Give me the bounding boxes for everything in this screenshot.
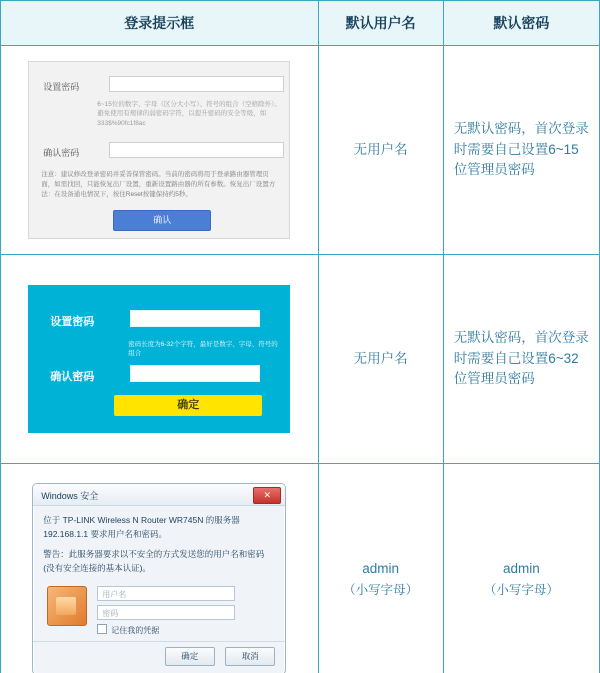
- password-rule-hint: 6~15位的数字、字母（区分大小写）、符号的组合（空格除外）。避免使用有规律的弱密码字符，以提升密码的安全等级，如333$%90fc1f8ac: [97, 101, 281, 127]
- set-password-input[interactable]: [130, 310, 260, 327]
- set-password-input[interactable]: [109, 76, 284, 92]
- set-password-label: 设置密码: [50, 316, 95, 328]
- column-header-default-password: 默认密码: [443, 1, 599, 46]
- screenshot-cell-grey-panel: [1, 46, 319, 255]
- password-input[interactable]: 密码: [97, 605, 235, 620]
- confirm-button[interactable]: 确认: [113, 210, 211, 231]
- table-row: [1, 464, 600, 673]
- table-head: [1, 1, 600, 46]
- default-password-cell: [443, 46, 599, 255]
- screenshot-cell-cyan-panel: [1, 255, 319, 464]
- table-body: [1, 46, 600, 673]
- default-username-value: 无用户名: [353, 350, 408, 366]
- windows-security-dialog: [32, 483, 286, 673]
- divider: [33, 641, 285, 642]
- default-password-value: 无默认密码，首次登录时需要自己设置6~15位管理员密码: [453, 120, 589, 178]
- dialog-title: Windows 安全: [41, 491, 99, 501]
- default-username-note: （小写字母）: [343, 582, 419, 597]
- tplink-set-password-panel: [28, 61, 290, 239]
- cancel-button[interactable]: 取消: [225, 647, 275, 666]
- table-header-row: [1, 1, 600, 46]
- column-header-login-dialog: 登录提示框: [1, 1, 319, 46]
- table-row: [1, 46, 600, 255]
- close-icon[interactable]: ✕: [253, 487, 281, 504]
- default-username-cell: [318, 255, 443, 464]
- confirm-button[interactable]: 确定: [114, 395, 262, 416]
- dialog-body: [33, 506, 285, 646]
- remember-credentials-checkbox[interactable]: [97, 624, 159, 636]
- credentials-area: [43, 582, 275, 646]
- confirm-password-input[interactable]: [109, 142, 284, 158]
- remember-credentials-label: 记住我的凭据: [111, 626, 160, 636]
- default-username-value: 无用户名: [353, 141, 408, 157]
- password-rule-hint: 密码长度为6-32个字符，最好是数字、字母、符号的组合: [128, 341, 278, 358]
- default-password-note: （小写字母）: [483, 582, 559, 597]
- default-password-value: admin: [502, 560, 540, 576]
- default-username-value: admin: [362, 560, 399, 576]
- default-username-cell: [318, 464, 443, 673]
- dialog-titlebar: [33, 484, 285, 506]
- confirm-password-label: 确认密码: [50, 371, 95, 383]
- password-warning-note: 注意：建议修改登录密码并妥善保管密码。当前的密码将用于登录路由器管理页面，如需找回，只能恢复出厂设置，重新设置路由器的所有参数。恢复出厂设置方法：在设备通电情况下，按住Reset按键保持约5秒。: [41, 171, 276, 198]
- user-avatar-icon: [47, 586, 87, 626]
- confirm-password-label: 确认密码: [43, 148, 80, 158]
- username-input[interactable]: 用户名: [97, 586, 235, 601]
- dialog-message-warning: 警告：此服务器要求以不安全的方式发送您的用户名和密码(没有安全连接的基本认证)。: [43, 549, 265, 573]
- ok-button[interactable]: 确定: [165, 647, 215, 666]
- screenshot-cell-windows-dialog: [1, 464, 319, 673]
- default-password-cell: [443, 255, 599, 464]
- default-password-cell: [443, 464, 599, 673]
- default-username-cell: [318, 46, 443, 255]
- set-password-label: 设置密码: [43, 82, 80, 92]
- table-row: [1, 255, 600, 464]
- dialog-message-server: 位于 TP-LINK Wireless N Router WR745N 的服务器 192.168.1.1 要求用户名和密码。: [43, 515, 240, 539]
- dialog-buttons: [159, 646, 275, 666]
- column-header-default-username: 默认用户名: [318, 1, 443, 46]
- default-password-value: 无默认密码，首次登录时需要自己设置6~32位管理员密码: [453, 329, 589, 387]
- cyan-set-password-panel: [28, 285, 290, 433]
- checkbox-box-icon: [97, 624, 107, 634]
- confirm-password-input[interactable]: [130, 365, 260, 382]
